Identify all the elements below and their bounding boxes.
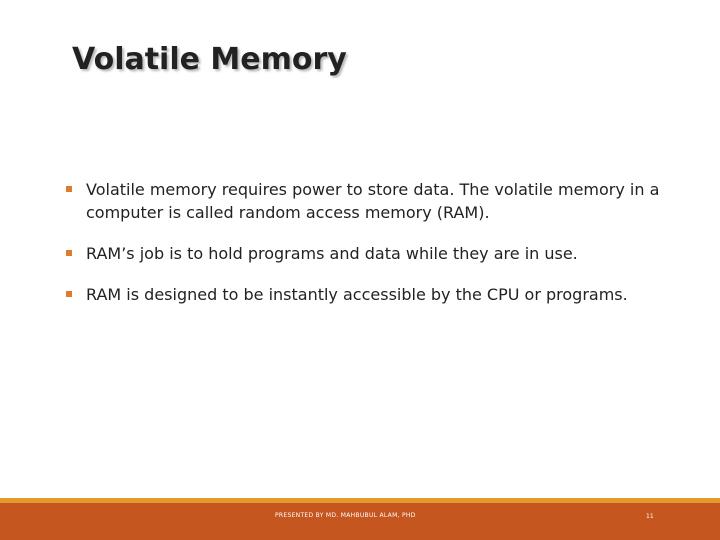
bullet-item: [66, 283, 676, 306]
slide-title: Volatile Memory: [72, 42, 347, 77]
footer-bar: [0, 503, 720, 540]
bullet-list: [66, 178, 676, 324]
page-number: 11: [646, 513, 654, 520]
footer-presenter: PRESENTED BY MD. MAHBUBUL ALAM, PHD: [275, 512, 416, 519]
square-bullet-icon: [66, 250, 72, 256]
bullet-text: RAM is designed to be instantly accessible by the CPU or programs.: [86, 285, 628, 304]
square-bullet-icon: [66, 186, 72, 192]
square-bullet-icon: [66, 291, 72, 297]
bullet-item: [66, 178, 676, 224]
bullet-item: [66, 242, 676, 265]
bullet-text: Volatile memory requires power to store data. The volatile memory in a computer is called random access memory (RAM).: [86, 180, 660, 222]
bullet-text: RAM’s job is to hold programs and data while they are in use.: [86, 244, 578, 263]
